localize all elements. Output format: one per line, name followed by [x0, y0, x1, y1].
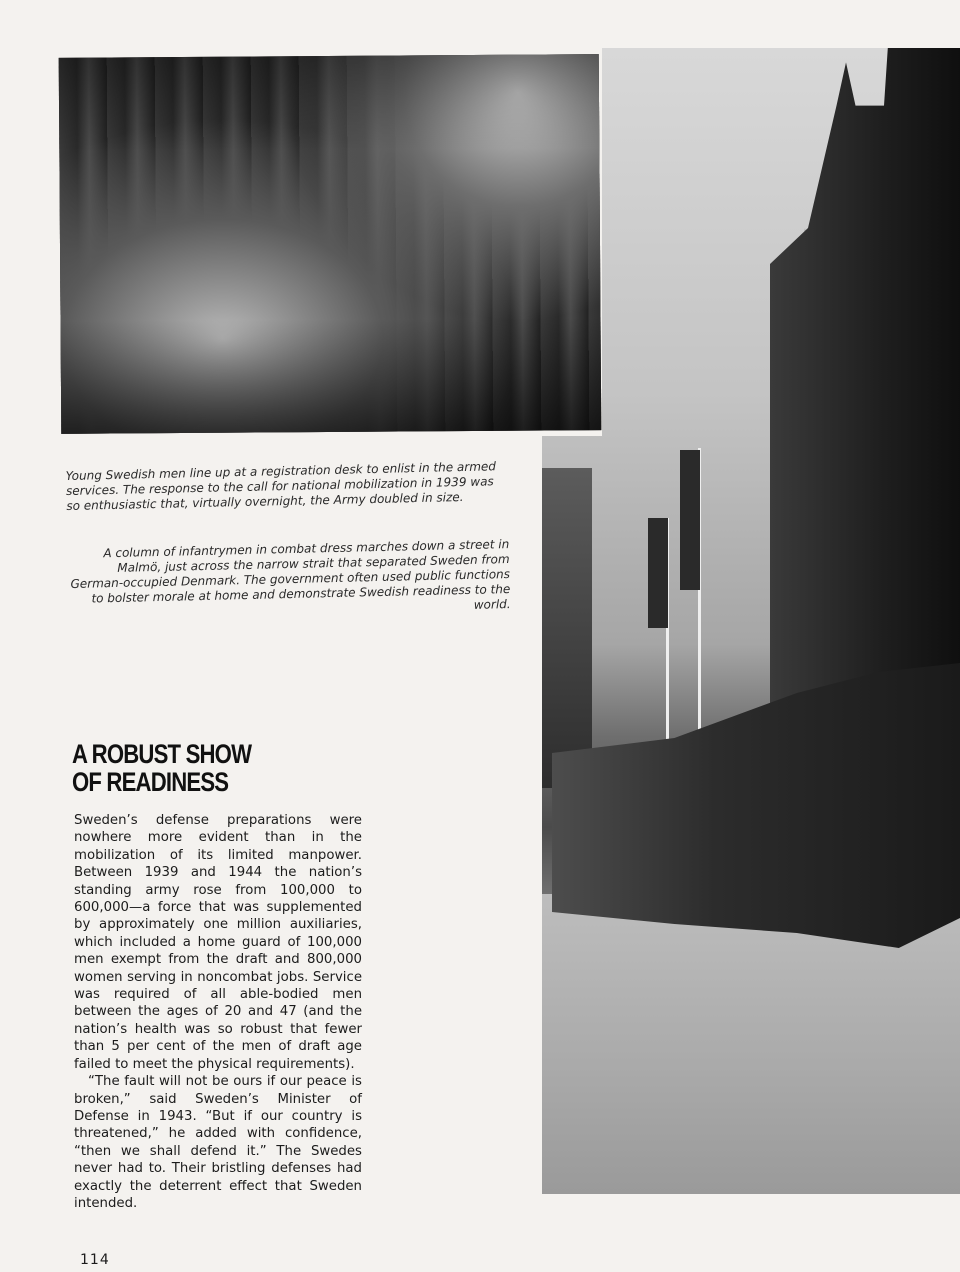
building-left — [542, 468, 592, 788]
paragraph: Sweden’s defense preparations were nowhere more evident than in the mobilization of its limited manpower. Between 1939 and 1944 the nation’s standing army rose from 100,000 to 600,000—a force that was supplemented by approximately one million auxiliaries, which included a home guard of 100,000 men exempt from the draft and 800,000 women serving in noncombat jobs. Service was required of all able-bodied men between the ages of 20 and 47 (and the nation’s health was so robust that fewer than 5 per cent of the men of draft age failed to meet the physical requirements). — [74, 813, 362, 1072]
article-headline — [72, 740, 318, 796]
paragraph: “The fault will not be ours if our peace is broken,” said Sweden’s Minister of Defense in 1943. “But if our country is threatened,” he added with confidence, “then we shall defend it.” The Swedes never had to. Their bristling defenses had exactly the deterrent effect that Sweden intended. — [74, 1074, 362, 1211]
flag — [648, 518, 668, 628]
photo-caption-right: A column of infantrymen in combat dress marches down a street in Malmö, just across the narrow strait that separated Sweden from German-occupied Denmark. The government often used public functions to bolster morale at home and demonstrate Swedish readiness to the world. — [70, 537, 511, 612]
page-number: 114 — [80, 1252, 110, 1268]
town-hall-tower — [770, 48, 960, 768]
registration-desk-photo — [59, 54, 602, 434]
article-body — [74, 812, 362, 1212]
headline-line: OF READINESS — [72, 767, 229, 797]
marching-infantry-photo — [542, 48, 960, 1194]
flag — [680, 450, 700, 590]
photo-caption-top: Young Swedish men line up at a registration desk to enlist in the armed services. The response to the call for national mobilization in 1939 was so enthusiastic that, virtually overnight, the Army doubled in size. — [65, 459, 497, 513]
headline-line: A ROBUST SHOW — [72, 739, 252, 769]
infantry-column — [552, 648, 960, 948]
